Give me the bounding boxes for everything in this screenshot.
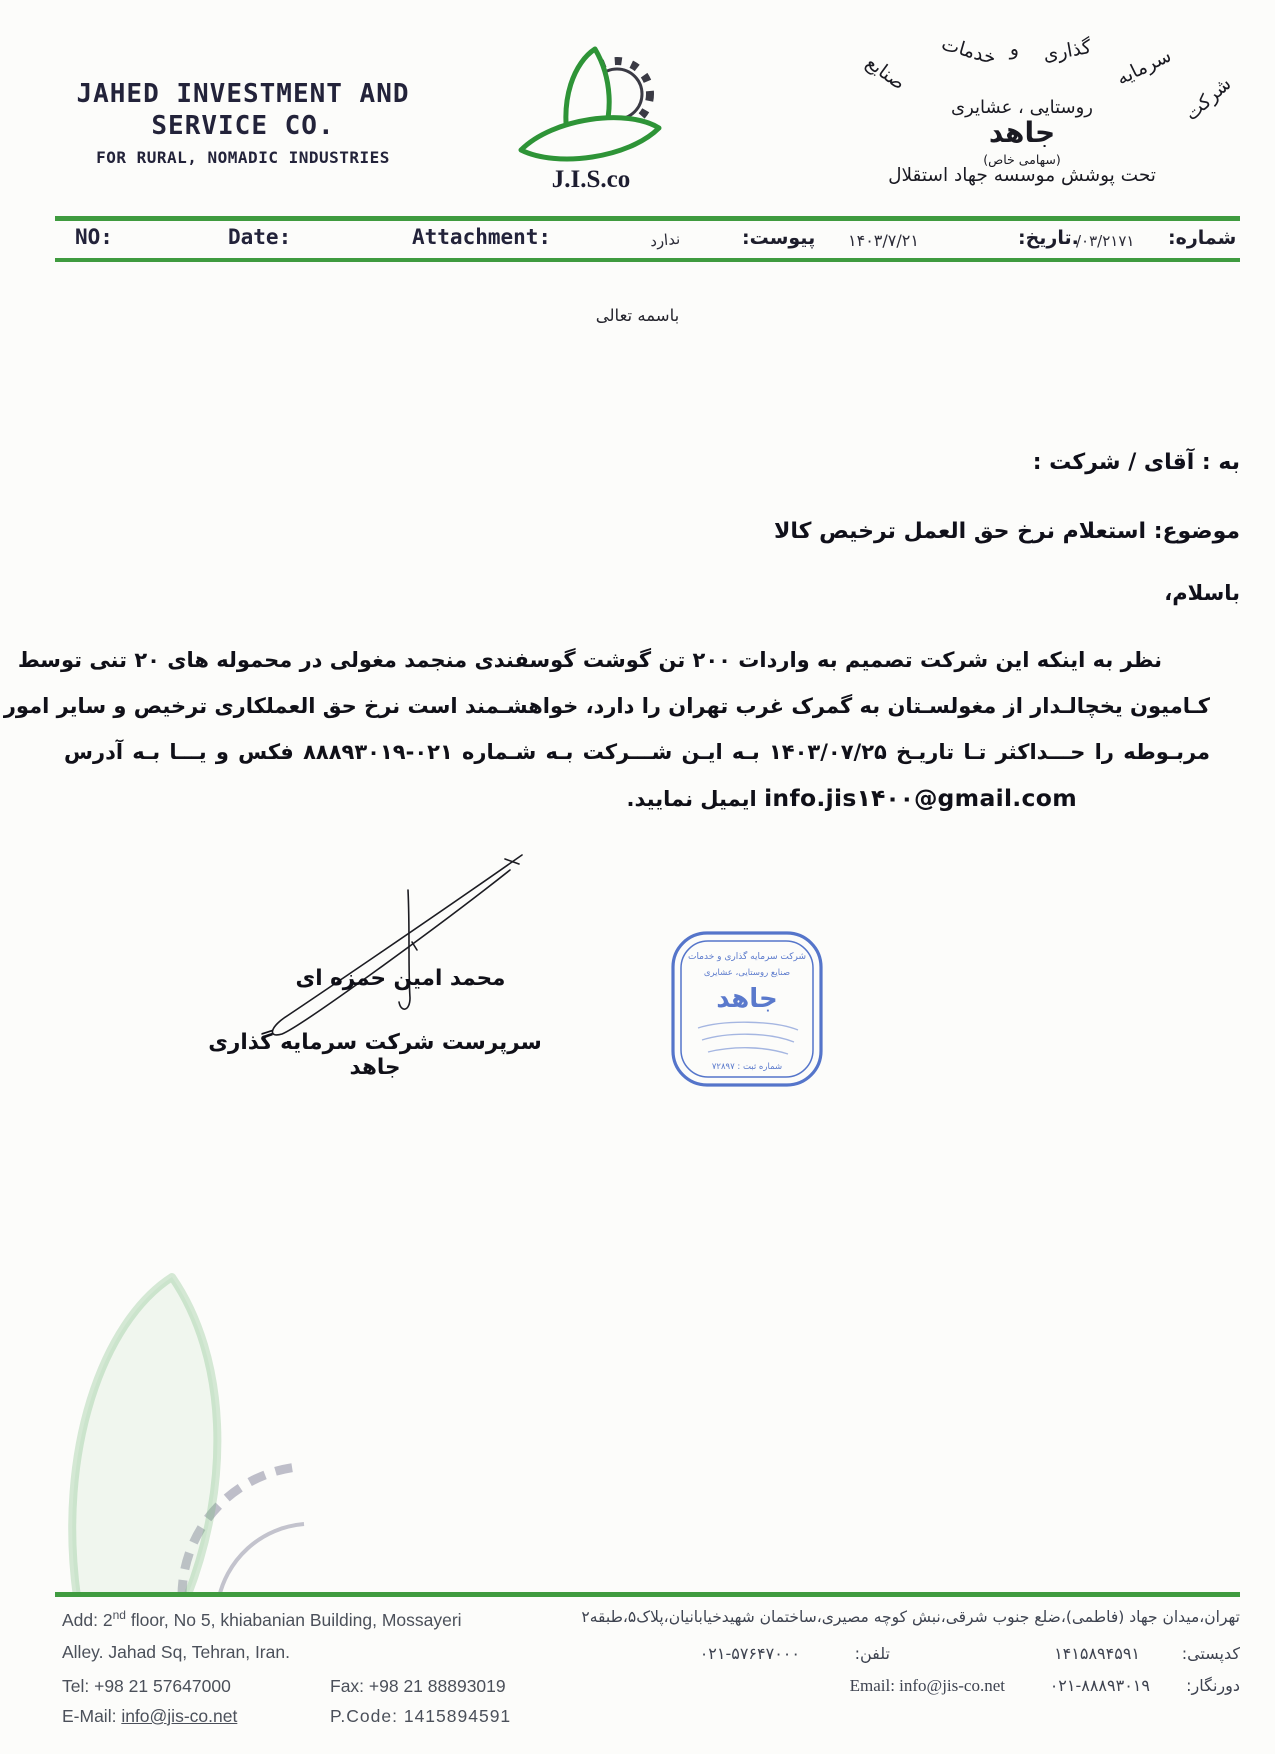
invocation: باسمه تعالی	[595, 306, 680, 325]
body-line3-start: مربـوطه را حـــداکثر تـا تاریـخ	[896, 740, 1211, 764]
refbar-date-label-fa: .تاریخ:	[1018, 227, 1079, 249]
company-scope-fa: روستایی ، عشایری	[951, 97, 1093, 118]
footer-pcode-en: P.Code: 1415894591	[330, 1706, 512, 1726]
footer-address-en-line2: Alley. Jahad Sq, Tehran, Iran.	[62, 1642, 290, 1662]
logo-caption: J.I.S.co	[551, 166, 631, 193]
fax-number: ۸۸۸۹۳۰۱۹-۰۲۱	[303, 740, 453, 764]
footer-address-ordinal: nd	[112, 1608, 126, 1622]
footer-postal-value-fa: ۱۴۱۵۸۹۴۵۹۱	[1054, 1644, 1140, 1663]
arc-word: سرمایه	[1113, 44, 1175, 90]
company-tagline-en: FOR RURAL, NOMADIC INDUSTRIES	[96, 148, 390, 167]
watermark-leaf-gear	[22, 1262, 372, 1597]
company-logo-leaf-gear-icon	[505, 46, 677, 164]
body-line	[64, 740, 1210, 786]
refbar-date-label: Date:	[228, 225, 292, 249]
footer-email-fa: Email: info@jis-co.net	[849, 1676, 1005, 1695]
company-name-en	[68, 78, 418, 142]
subject-line: موضوع: استعلام نرخ حق العمل ترخیص کالا	[774, 519, 1240, 544]
refbar-no-value: /۰۳/۲۱۷۱	[1076, 232, 1135, 250]
refbar-date-value: ۱۴۰۳/۷/۲۱	[848, 231, 919, 250]
footer-fax-en: Fax: +98 21 88893019	[330, 1676, 506, 1696]
email-address: info.jis۱۴۰۰@gmail.com	[764, 784, 1077, 812]
salutation: باسلام،	[1164, 581, 1240, 605]
arc-word: گذاری	[1041, 35, 1093, 67]
stamp-center-text: جاهد	[716, 984, 778, 1014]
refbar-attachment-label: Attachment:	[412, 225, 552, 249]
footer-email-label: E-Mail:	[62, 1706, 122, 1726]
refbar-rule-top	[55, 216, 1240, 221]
footer-tel-label-fa: تلفن:	[854, 1644, 890, 1663]
footer-address-fa: تهران،میدان جهاد (فاطمی)،ضلع جنوب شرقی،نبش کوچه مصیری،ساختمان شهیدخیابانیان،پلاک۵،طبقه۲	[581, 1608, 1240, 1626]
refbar-no-label: NO:	[75, 225, 113, 249]
refbar-attachment-label-fa: پیوست:	[742, 227, 816, 249]
refbar-no-label-fa: شماره:	[1168, 227, 1237, 249]
signature-scribble	[262, 846, 532, 1041]
footer-fax-value-fa: ۰۲۱-۸۸۸۹۳۰۱۹	[1049, 1676, 1150, 1695]
footer-email-en	[62, 1706, 237, 1727]
footer-email-value: info@jis-co.net	[121, 1706, 238, 1726]
company-logotype-fa: جاهد	[988, 116, 1056, 149]
company-type-fa: (سهامی خاص)	[983, 152, 1061, 167]
refbar-attachment-value: ندارد	[649, 229, 681, 251]
body-line3-mid: بـه ایـن شـــرکت بـه شـماره	[462, 740, 760, 764]
company-name-en-line2: SERVICE CO.	[151, 111, 335, 141]
email-line	[627, 784, 1077, 812]
arc-word: شرکت	[1180, 72, 1236, 126]
deadline-date: ۱۴۰۳/۰۷/۲۵	[768, 740, 887, 764]
body-line3-end: فکس و یـــا بـه آدرس	[64, 740, 294, 764]
stamp-arc-text: شرکت سرمایه گذاری و خدمات	[687, 952, 807, 962]
signatory-title: سرپرست شرکت سرمایه گذاری جاهد	[208, 1030, 542, 1080]
footer-fax-label-fa: دورنگار:	[1186, 1676, 1240, 1695]
footer-tel-value-fa: ۰۲۱-۵۷۶۴۷۰۰۰	[699, 1644, 800, 1663]
footer-address-en-line1	[62, 1608, 462, 1631]
signatory-name: محمد امین حمزه ای	[295, 966, 506, 991]
company-name-fa	[807, 30, 1237, 195]
footer-rule	[55, 1592, 1240, 1597]
stamp-registration-number: شماره ثبت : ۷۲۸۹۷	[711, 1062, 783, 1072]
company-stamp	[668, 928, 826, 1090]
footer-postal-label-fa: کدپستی:	[1181, 1644, 1240, 1663]
refbar-rule-bottom	[55, 258, 1240, 262]
arc-word: صنایع	[861, 51, 910, 95]
footer-address-rest: floor, No 5, khiabanian Building, Mossayeri	[125, 1609, 462, 1630]
footer-address-prefix: Add: 2	[62, 1609, 113, 1630]
company-affiliation-fa: تحت پوشش موسسه جهاد استقلال	[888, 165, 1156, 186]
stamp-line2: صنایع روستایی، عشایری	[703, 968, 791, 978]
body-line: نظر به اینکه این شرکت تصمیم به واردات ۲۰۰ تن گوشت گوسفندی منجمد مغولی در محموله های ۲۰ تنی توسط	[17, 648, 1162, 672]
to-line: به : آقای / شرکت :	[1032, 450, 1240, 475]
body-line: کـامیون یخچالـدار از مغولسـتان به گمرک غرب تهران را دارد، خواهشـمند است نرخ حق العملکاری ترخیص و سایر امور	[3, 694, 1210, 718]
arc-word: و	[1009, 37, 1020, 61]
body-closing: ایمیل نمایید.	[626, 787, 757, 811]
letter-body	[3, 648, 1211, 786]
footer-tel-en: Tel: +98 21 57647000	[62, 1676, 231, 1696]
arc-word: خدمات	[939, 32, 999, 70]
company-name-en-line1: JAHED INVESTMENT AND	[76, 79, 410, 109]
